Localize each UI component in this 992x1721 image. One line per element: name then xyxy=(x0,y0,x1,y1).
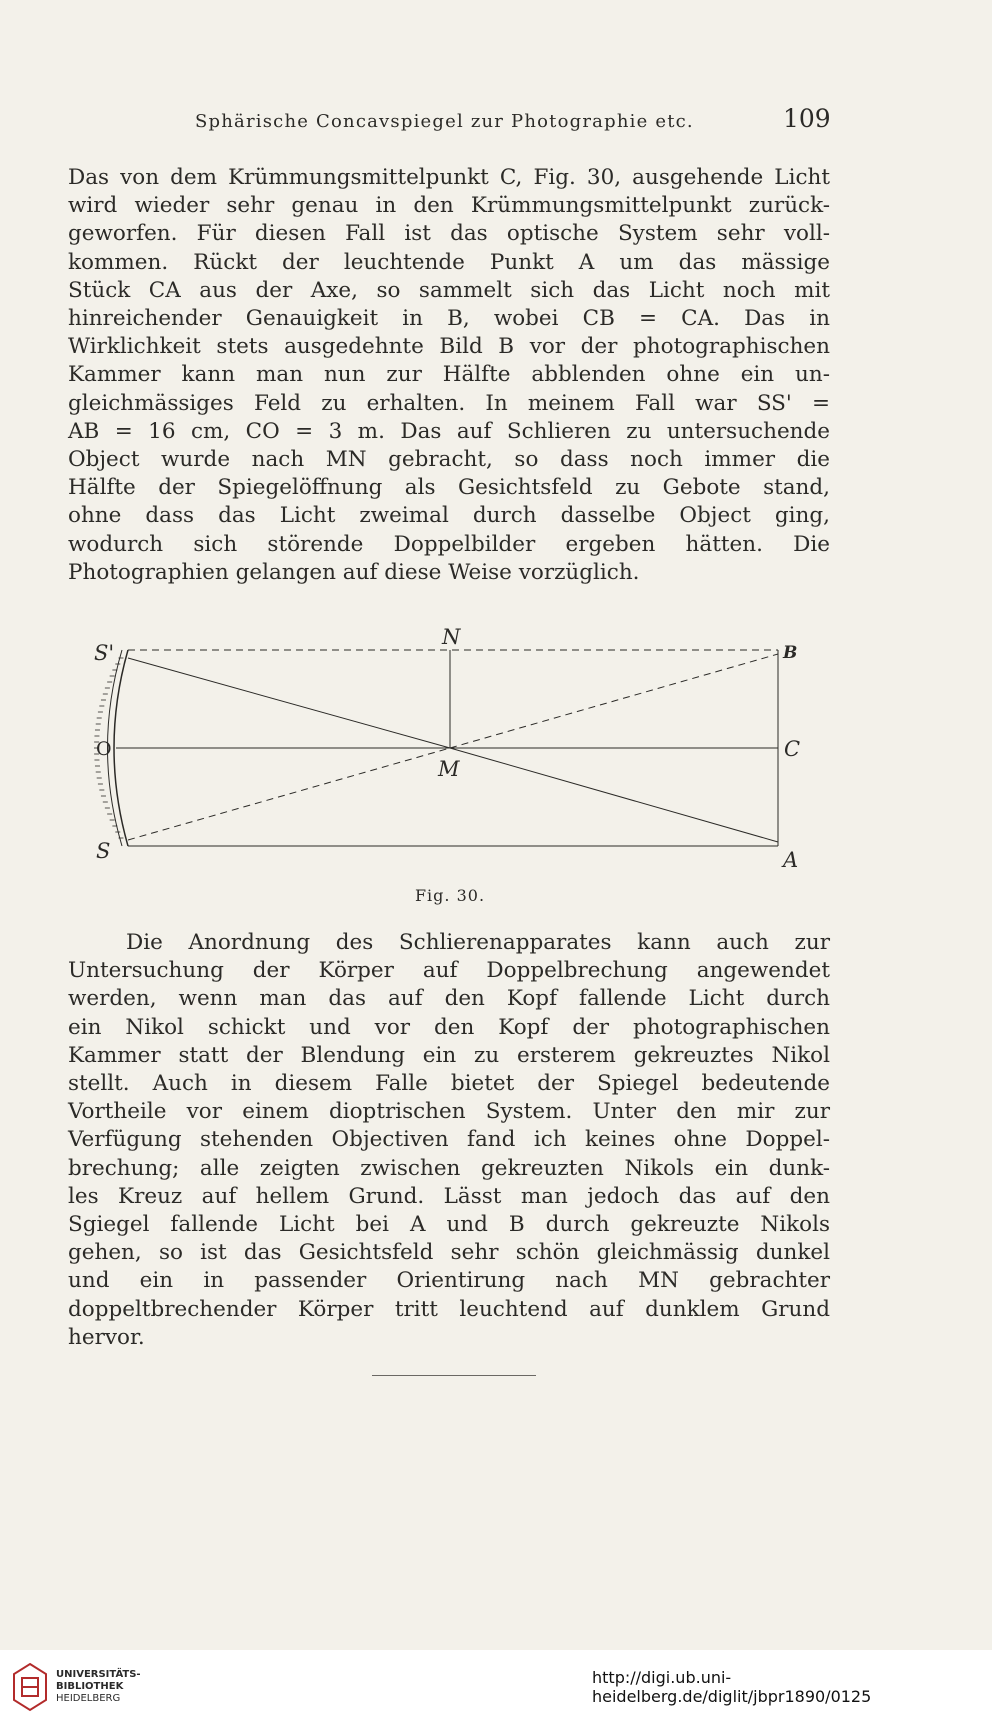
text-line: Vortheile vor einem dioptrischen System. Unter den mir zur xyxy=(68,1099,830,1125)
text-line: hinreichender Genauigkeit in B, wobei CB = CA. Das in xyxy=(68,306,830,332)
text-line: ein Nikol schickt und vor den Kopf der photographischen xyxy=(68,1014,830,1040)
library-name xyxy=(56,1669,141,1705)
text-line: kommen. Rückt der leuchtende Punkt A um das mässige xyxy=(68,249,830,275)
text-line: Object wurde nach MN gebracht, so dass noch immer die xyxy=(68,447,830,473)
paragraph-2 xyxy=(68,929,830,1352)
text-line: stellt. Auch in diesem Falle bietet der Spiegel bedeutende xyxy=(68,1071,830,1097)
library-line-2: BIBLIOTHEK xyxy=(56,1681,124,1692)
text-line: Wirklichkeit stets ausgedehnte Bild B vor der photographischen xyxy=(68,334,830,360)
library-line-3: HEIDELBERG xyxy=(56,1693,121,1704)
text-line: Kammer kann man nun zur Hälfte abblenden ohne ein un- xyxy=(68,362,830,388)
label-n: N xyxy=(442,628,461,649)
text-line: werden, wenn man das auf den Kopf fallende Licht durch xyxy=(68,986,830,1012)
text-line: doppeltbrechender Körper tritt leuchtend auf dunklem Grund xyxy=(68,1296,830,1322)
text-line: les Kreuz auf hellem Grund. Lässt man jedoch das auf den xyxy=(68,1183,830,1209)
text-line: Photographien gelangen auf diese Weise vorzüglich. xyxy=(68,559,640,585)
university-library-logo-icon xyxy=(10,1662,50,1712)
end-rule xyxy=(372,1375,536,1376)
text-line: ohne dass das Licht zweimal durch dasselbe Object ging, xyxy=(68,503,830,529)
digitization-footer xyxy=(0,1650,992,1721)
text-line: gehen, so ist das Gesichtsfeld sehr schön gleichmässig dunkel xyxy=(68,1240,830,1266)
text-line: Hälfte der Spiegelöffnung als Gesichtsfeld zu Gebote stand, xyxy=(68,475,830,501)
text-line: wird wieder sehr genau in den Krümmungsmittelpunkt zurück- xyxy=(68,193,830,219)
running-title: Sphärische Concavspiegel zur Photographie etc. xyxy=(195,111,694,132)
figure-30-diagram xyxy=(80,628,820,878)
page-number: 109 xyxy=(783,104,831,133)
text-line: Verfügung stehenden Objectiven fand ich keines ohne Doppel- xyxy=(68,1127,830,1153)
text-line: brechung; alle zeigten zwischen gekreuzten Nikols ein dunk- xyxy=(68,1155,830,1181)
label-o: O xyxy=(96,738,112,760)
label-m: M xyxy=(438,757,460,781)
text-line: hervor. xyxy=(68,1324,145,1350)
paragraph-1 xyxy=(68,164,830,587)
text-line: Kammer statt der Blendung ein zu ersterem gekreuztes Nikol xyxy=(68,1042,830,1068)
ray-dashed-1 xyxy=(128,748,450,840)
text-line: Stück CA aus der Axe, so sammelt sich das Licht noch mit xyxy=(68,277,830,303)
label-c: C xyxy=(784,737,801,761)
label-s: S xyxy=(96,839,111,863)
ray-solid-2 xyxy=(450,748,778,842)
label-s-prime: S' xyxy=(94,641,115,665)
ray-solid-1 xyxy=(128,658,450,748)
label-b: B xyxy=(783,643,798,663)
text-line: Sgiegel fallende Licht bei A und B durch gekreuzte Nikols xyxy=(68,1212,830,1238)
library-line-1: UNIVERSITÄTS- xyxy=(56,1669,141,1680)
text-line: und ein in passender Orientirung nach MN gebrachter xyxy=(68,1268,830,1294)
text-line: wodurch sich störende Doppelbilder ergeben hätten. Die xyxy=(68,531,830,557)
text-line: Das von dem Krümmungsmittelpunkt C, Fig. 30, ausgehende Licht xyxy=(68,165,830,190)
text-line: AB = 16 cm, CO = 3 m. Das auf Schlieren zu untersuchende xyxy=(68,418,830,444)
text-line: gleichmässiges Feld zu erhalten. In meinem Fall war SS' = xyxy=(68,390,830,416)
text-line: Die Anordnung des Schlierenapparates kann auch zur xyxy=(126,930,830,955)
text-line: geworfen. Für diesen Fall ist das optische System sehr voll- xyxy=(68,221,830,247)
ray-dashed-2 xyxy=(450,654,778,748)
text-line: Untersuchung der Körper auf Doppelbrechung angewendet xyxy=(68,958,830,984)
label-a: A xyxy=(783,848,799,872)
source-url-link[interactable]: http://digi.ub.uni-heidelberg.de/diglit/jbpr1890/0125 xyxy=(592,1668,872,1706)
figure-caption: Fig. 30. xyxy=(414,886,486,905)
